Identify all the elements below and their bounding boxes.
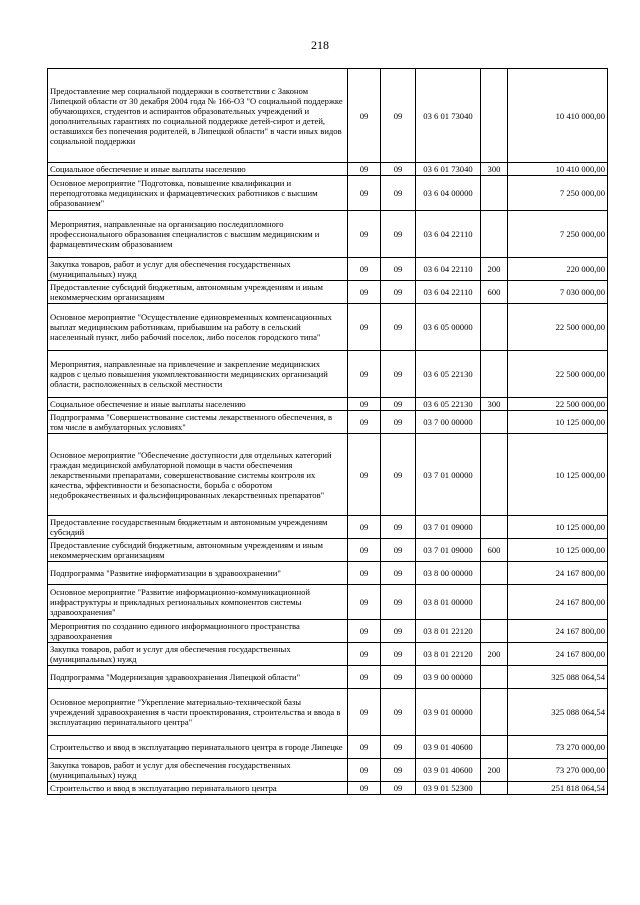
row-subsection: 09 bbox=[381, 69, 416, 163]
row-name: Предоставление субсидий бюджетным, автономным учреждениям и иным некоммерческим организациям bbox=[48, 281, 348, 304]
row-amount: 251 818 064,54 bbox=[508, 782, 608, 795]
row-subsection: 09 bbox=[381, 351, 416, 398]
row-subsection: 09 bbox=[381, 304, 416, 351]
table-row bbox=[48, 351, 608, 398]
row-amount: 24 167 800,00 bbox=[508, 562, 608, 585]
row-amount: 22 500 000,00 bbox=[508, 398, 608, 411]
row-subsection: 09 bbox=[381, 434, 416, 516]
row-expense-type bbox=[481, 620, 508, 643]
table-row bbox=[48, 434, 608, 516]
row-amount: 10 125 000,00 bbox=[508, 516, 608, 539]
row-name: Основное мероприятие "Укрепление материально-технической базы учреждений здравоохранения в части проектирования, строительства и ввода в эксплуатацию перинатального центра" bbox=[48, 689, 348, 736]
row-name: Строительство и ввод в эксплуатацию перинатального центра в городе Липецке bbox=[48, 736, 348, 759]
row-amount: 10 410 000,00 bbox=[508, 163, 608, 176]
row-target-article: 03 6 05 22130 bbox=[416, 351, 481, 398]
table-row bbox=[48, 562, 608, 585]
row-subsection: 09 bbox=[381, 411, 416, 434]
row-amount: 10 125 000,00 bbox=[508, 434, 608, 516]
row-subsection: 09 bbox=[381, 689, 416, 736]
row-target-article: 03 6 04 22110 bbox=[416, 258, 481, 281]
table-row bbox=[48, 585, 608, 620]
row-expense-type bbox=[481, 736, 508, 759]
row-target-article: 03 9 01 00000 bbox=[416, 689, 481, 736]
row-section: 09 bbox=[348, 689, 381, 736]
row-name: Предоставление государственным бюджетным и автономным учреждениям субсидий bbox=[48, 516, 348, 539]
row-expense-type bbox=[481, 434, 508, 516]
row-amount: 325 088 064,54 bbox=[508, 666, 608, 689]
table-body bbox=[48, 69, 608, 795]
table-row bbox=[48, 643, 608, 666]
table-row bbox=[48, 176, 608, 211]
table-row bbox=[48, 689, 608, 736]
page-number: 218 bbox=[311, 38, 329, 52]
row-subsection: 09 bbox=[381, 782, 416, 795]
row-name: Подпрограмма "Развитие информатизации в здравоохранении" bbox=[48, 562, 348, 585]
row-name: Основное мероприятие "Развитие информационно-коммуникационной инфраструктуры и прикладных региональных компонентов системы здравоохранения" bbox=[48, 585, 348, 620]
row-section: 09 bbox=[348, 434, 381, 516]
row-expense-type bbox=[481, 304, 508, 351]
table-row bbox=[48, 398, 608, 411]
row-section: 09 bbox=[348, 585, 381, 620]
row-target-article: 03 9 01 40600 bbox=[416, 736, 481, 759]
row-subsection: 09 bbox=[381, 759, 416, 782]
row-target-article: 03 8 00 00000 bbox=[416, 562, 481, 585]
row-expense-type bbox=[481, 585, 508, 620]
row-section: 09 bbox=[348, 281, 381, 304]
row-expense-type: 600 bbox=[481, 281, 508, 304]
row-subsection: 09 bbox=[381, 281, 416, 304]
row-section: 09 bbox=[348, 643, 381, 666]
table-row bbox=[48, 163, 608, 176]
row-section: 09 bbox=[348, 562, 381, 585]
row-name: Мероприятия, направленные на организацию последипломного профессионального образования специалистов с высшим медицинским и фармацевтическим образованием bbox=[48, 211, 348, 258]
row-amount: 7 250 000,00 bbox=[508, 176, 608, 211]
table-row bbox=[48, 736, 608, 759]
table-row bbox=[48, 69, 608, 163]
row-section: 09 bbox=[348, 69, 381, 163]
row-amount: 73 270 000,00 bbox=[508, 736, 608, 759]
row-expense-type bbox=[481, 411, 508, 434]
row-subsection: 09 bbox=[381, 643, 416, 666]
row-subsection: 09 bbox=[381, 163, 416, 176]
row-subsection: 09 bbox=[381, 585, 416, 620]
row-subsection: 09 bbox=[381, 516, 416, 539]
row-expense-type bbox=[481, 666, 508, 689]
row-expense-type: 300 bbox=[481, 398, 508, 411]
row-target-article: 03 6 05 00000 bbox=[416, 304, 481, 351]
row-expense-type bbox=[481, 782, 508, 795]
row-amount: 24 167 800,00 bbox=[508, 643, 608, 666]
row-subsection: 09 bbox=[381, 539, 416, 562]
row-name: Предоставление мер социальной поддержки в соответствии с Законом Липецкой области от 30 декабря 2004 года № 166-ОЗ "О социальной поддержке обучающихся, студентов и аспирантов образовательных учреждений и дополнительных гарантиях по социальной поддержке детей-сирот и детей, оставшихся без попечения родителей, в Липецкой области" в части иных видов социальной поддержки bbox=[48, 69, 348, 163]
table-row bbox=[48, 782, 608, 795]
row-target-article: 03 6 04 22110 bbox=[416, 211, 481, 258]
row-name: Социальное обеспечение и иные выплаты населению bbox=[48, 398, 348, 411]
row-target-article: 03 9 00 00000 bbox=[416, 666, 481, 689]
row-amount: 24 167 800,00 bbox=[508, 620, 608, 643]
table-row bbox=[48, 516, 608, 539]
row-expense-type: 200 bbox=[481, 258, 508, 281]
table-row bbox=[48, 620, 608, 643]
row-target-article: 03 9 01 52300 bbox=[416, 782, 481, 795]
table-row bbox=[48, 666, 608, 689]
row-expense-type bbox=[481, 176, 508, 211]
row-name: Подпрограмма "Модернизация здравоохранения Липецкой области" bbox=[48, 666, 348, 689]
table-row bbox=[48, 411, 608, 434]
row-name: Закупка товаров, работ и услуг для обеспечения государственных (муниципальных) нужд bbox=[48, 258, 348, 281]
table-row bbox=[48, 759, 608, 782]
table-row bbox=[48, 211, 608, 258]
row-name: Предоставление субсидий бюджетным, автономным учреждениям и иным некоммерческим организациям bbox=[48, 539, 348, 562]
row-amount: 10 125 000,00 bbox=[508, 539, 608, 562]
row-amount: 73 270 000,00 bbox=[508, 759, 608, 782]
table-row bbox=[48, 258, 608, 281]
row-target-article: 03 6 04 22110 bbox=[416, 281, 481, 304]
row-name: Социальное обеспечение и иные выплаты населению bbox=[48, 163, 348, 176]
row-expense-type bbox=[481, 562, 508, 585]
row-amount: 7 250 000,00 bbox=[508, 211, 608, 258]
row-subsection: 09 bbox=[381, 666, 416, 689]
row-name: Основное мероприятие "Обеспечение доступности для отдельных категорий граждан медицинской амбулаторной помощи в части обеспечения лекарственными препаратами, совершенствование системы контроля их качества, эффективности и безопасности, борьба с оборотом недоброкачественных и фальсифицированных лекарственных препаратов" bbox=[48, 434, 348, 516]
row-expense-type: 200 bbox=[481, 643, 508, 666]
row-subsection: 09 bbox=[381, 398, 416, 411]
row-amount: 24 167 800,00 bbox=[508, 585, 608, 620]
row-target-article: 03 8 01 00000 bbox=[416, 585, 481, 620]
row-subsection: 09 bbox=[381, 176, 416, 211]
row-target-article: 03 6 01 73040 bbox=[416, 69, 481, 163]
row-section: 09 bbox=[348, 163, 381, 176]
row-target-article: 03 6 04 00000 bbox=[416, 176, 481, 211]
row-section: 09 bbox=[348, 759, 381, 782]
row-expense-type bbox=[481, 516, 508, 539]
row-expense-type: 200 bbox=[481, 759, 508, 782]
row-name: Закупка товаров, работ и услуг для обеспечения государственных (муниципальных) нужд bbox=[48, 643, 348, 666]
row-amount: 22 500 000,00 bbox=[508, 351, 608, 398]
row-expense-type bbox=[481, 211, 508, 258]
row-target-article: 03 7 00 00000 bbox=[416, 411, 481, 434]
row-name: Мероприятия, направленные на привлечение и закрепление медицинских кадров с целью повышения укомплектованности медицинских организаций области, расположенных в сельской местности bbox=[48, 351, 348, 398]
row-target-article: 03 7 01 00000 bbox=[416, 434, 481, 516]
row-name: Строительство и ввод в эксплуатацию перинатального центра bbox=[48, 782, 348, 795]
row-target-article: 03 9 01 40600 bbox=[416, 759, 481, 782]
table-row bbox=[48, 539, 608, 562]
row-section: 09 bbox=[348, 411, 381, 434]
row-target-article: 03 8 01 22120 bbox=[416, 643, 481, 666]
row-name: Закупка товаров, работ и услуг для обеспечения государственных (муниципальных) нужд bbox=[48, 759, 348, 782]
row-expense-type bbox=[481, 69, 508, 163]
row-section: 09 bbox=[348, 782, 381, 795]
row-target-article: 03 6 01 73040 bbox=[416, 163, 481, 176]
row-amount: 10 125 000,00 bbox=[508, 411, 608, 434]
table-row bbox=[48, 281, 608, 304]
row-section: 09 bbox=[348, 620, 381, 643]
row-target-article: 03 8 01 22120 bbox=[416, 620, 481, 643]
row-section: 09 bbox=[348, 736, 381, 759]
row-amount: 22 500 000,00 bbox=[508, 304, 608, 351]
row-target-article: 03 7 01 09000 bbox=[416, 539, 481, 562]
row-name: Основное мероприятие "Подготовка, повышение квалификации и переподготовка медицинских и фармацевтических работников с высшим образованием" bbox=[48, 176, 348, 211]
row-name: Основное мероприятие "Осуществление единовременных компенсационных выплат медицинским работникам, прибывшим на работу в сельский населенный пункт, либо рабочий поселок, либо поселок городского типа" bbox=[48, 304, 348, 351]
row-section: 09 bbox=[348, 351, 381, 398]
row-subsection: 09 bbox=[381, 562, 416, 585]
row-section: 09 bbox=[348, 211, 381, 258]
row-subsection: 09 bbox=[381, 211, 416, 258]
row-amount: 7 030 000,00 bbox=[508, 281, 608, 304]
row-expense-type: 300 bbox=[481, 163, 508, 176]
row-name: Подпрограмма "Совершенствование системы лекарственного обеспечения, в том числе в амбулаторных условиях" bbox=[48, 411, 348, 434]
table-row bbox=[48, 304, 608, 351]
row-section: 09 bbox=[348, 666, 381, 689]
row-amount: 10 410 000,00 bbox=[508, 69, 608, 163]
row-amount: 325 088 064,54 bbox=[508, 689, 608, 736]
budget-table bbox=[47, 68, 608, 795]
row-expense-type bbox=[481, 351, 508, 398]
row-section: 09 bbox=[348, 176, 381, 211]
row-subsection: 09 bbox=[381, 736, 416, 759]
row-target-article: 03 6 05 22130 bbox=[416, 398, 481, 411]
row-target-article: 03 7 01 09000 bbox=[416, 516, 481, 539]
row-section: 09 bbox=[348, 516, 381, 539]
row-subsection: 09 bbox=[381, 258, 416, 281]
row-amount: 220 000,00 bbox=[508, 258, 608, 281]
row-section: 09 bbox=[348, 539, 381, 562]
row-name: Мероприятия по созданию единого информационного пространства здравоохранения bbox=[48, 620, 348, 643]
row-expense-type bbox=[481, 689, 508, 736]
row-section: 09 bbox=[348, 304, 381, 351]
row-subsection: 09 bbox=[381, 620, 416, 643]
row-section: 09 bbox=[348, 398, 381, 411]
row-section: 09 bbox=[348, 258, 381, 281]
row-expense-type: 600 bbox=[481, 539, 508, 562]
